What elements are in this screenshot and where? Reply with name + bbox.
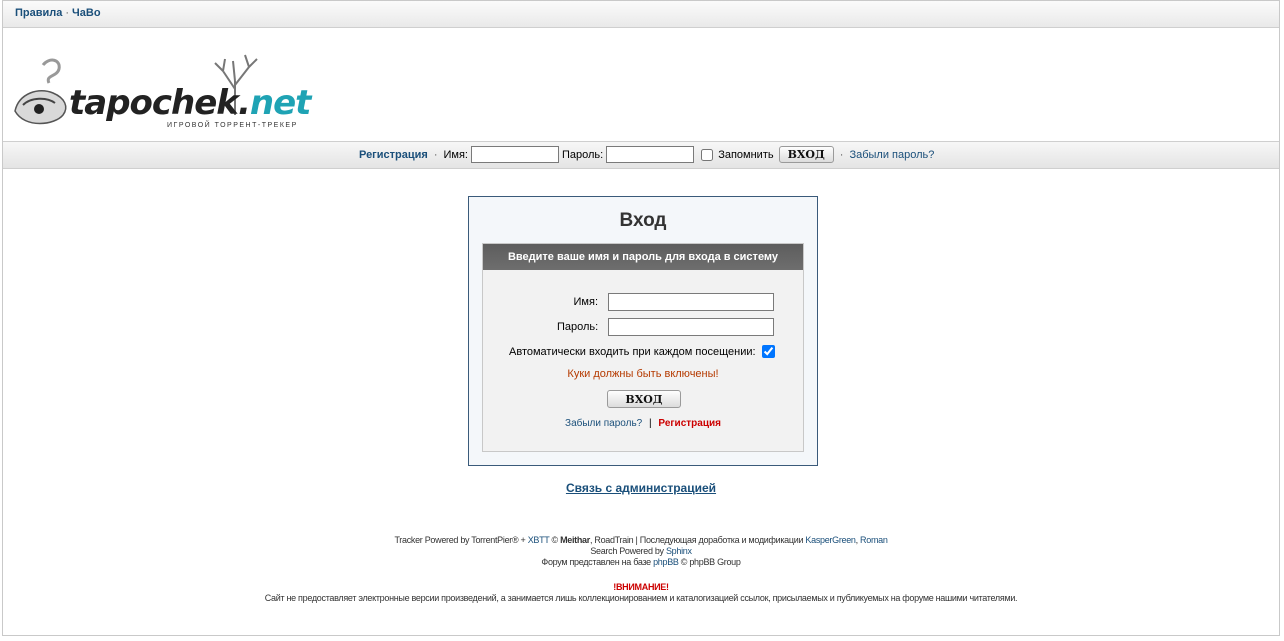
login-password-input[interactable] bbox=[608, 318, 774, 336]
logo-subtitle: ИГРОВОЙ ТОРРЕНТ-ТРЕКЕР bbox=[167, 122, 298, 129]
username-label: Имя: bbox=[573, 296, 598, 308]
password-input[interactable] bbox=[606, 146, 694, 163]
cookie-notice: Куки должны быть включены! bbox=[567, 368, 719, 380]
footer-text: © phpBB Group bbox=[678, 557, 741, 567]
separator: · bbox=[65, 7, 70, 19]
password-label: Пароль: bbox=[561, 148, 604, 161]
register-link[interactable]: Регистрация bbox=[359, 148, 428, 161]
password-row bbox=[557, 318, 774, 336]
register-link[interactable]: Регистрация bbox=[658, 418, 721, 429]
footer-disclaimer: Сайт не предоставляет электронные версии произведений, а занимается лишь коллекционированием и каталогизацией ссылок, присылаемых и публикуемых на форуме нашими читателями. bbox=[264, 593, 1018, 603]
footer-text: , RoadTrain | Последующая доработка и модификации bbox=[589, 535, 806, 545]
remember-me-label: Запомнить bbox=[718, 148, 774, 161]
footer-text: Форум представлен на базе bbox=[541, 557, 654, 567]
xbtt-link[interactable]: XBTT bbox=[527, 535, 550, 545]
footer-text: Tracker Powered by TorrentPier® + bbox=[394, 535, 528, 545]
footer-warning: !ВНИМАНИЕ! bbox=[613, 582, 669, 592]
login-panel-header: Введите ваше имя и пароль для входа в систему bbox=[483, 244, 803, 270]
footer-line-tracker bbox=[3, 535, 1279, 546]
username-input[interactable] bbox=[471, 146, 559, 163]
contact-admin-link[interactable]: Связь с администрацией bbox=[565, 481, 717, 495]
footer bbox=[3, 535, 1279, 604]
password-label: Пароль: bbox=[557, 321, 599, 333]
autologin-checkbox[interactable] bbox=[762, 345, 775, 358]
autologin-row bbox=[509, 345, 775, 358]
logo-main-text: tapochek bbox=[69, 83, 238, 123]
logo-dot: . bbox=[237, 83, 250, 123]
login-box bbox=[468, 196, 818, 466]
login-username-input[interactable] bbox=[608, 293, 774, 311]
footer-author: Meithar bbox=[560, 535, 590, 545]
autologin-label: Автоматически входить при каждом посещении: bbox=[509, 345, 756, 358]
login-submit-button[interactable]: ВХОД bbox=[607, 390, 681, 408]
quick-login-bar bbox=[3, 141, 1279, 169]
quick-login-form bbox=[359, 146, 934, 163]
separator: · bbox=[433, 148, 438, 161]
kaspergreen-link[interactable]: KasperGreen bbox=[805, 535, 856, 545]
forgot-password-link[interactable]: Забыли пароль? bbox=[565, 418, 643, 429]
username-row bbox=[572, 293, 774, 311]
login-links bbox=[483, 418, 803, 429]
site-logo[interactable] bbox=[9, 53, 311, 133]
remember-me-checkbox[interactable] bbox=[701, 149, 713, 161]
top-nav-bar bbox=[3, 1, 1279, 28]
logo-tld-text: net bbox=[249, 83, 311, 123]
login-title: Вход bbox=[619, 210, 667, 231]
contact-admin bbox=[3, 481, 1279, 495]
page-frame bbox=[2, 0, 1280, 636]
roman-link[interactable]: Roman bbox=[860, 535, 888, 545]
sphinx-link[interactable]: Sphinx bbox=[665, 546, 692, 556]
login-panel bbox=[482, 243, 804, 452]
top-nav-links bbox=[15, 7, 101, 19]
rules-link[interactable]: Правила bbox=[15, 7, 63, 19]
footer-text: , bbox=[855, 535, 861, 545]
phpbb-link[interactable]: phpBB bbox=[653, 557, 679, 567]
forgot-password-link[interactable]: Забыли пароль? bbox=[849, 148, 935, 161]
footer-text: © bbox=[549, 535, 561, 545]
logo-wordmark bbox=[69, 83, 310, 123]
faq-link[interactable]: ЧаВо bbox=[72, 7, 101, 19]
divider: | bbox=[649, 418, 652, 429]
footer-line-search bbox=[3, 546, 1279, 557]
username-label: Имя: bbox=[443, 148, 468, 161]
footer-line-forum bbox=[3, 557, 1279, 568]
separator: · bbox=[839, 148, 844, 161]
footer-text: Search Powered by bbox=[590, 546, 666, 556]
quick-login-button[interactable]: ВХОД bbox=[779, 146, 834, 163]
